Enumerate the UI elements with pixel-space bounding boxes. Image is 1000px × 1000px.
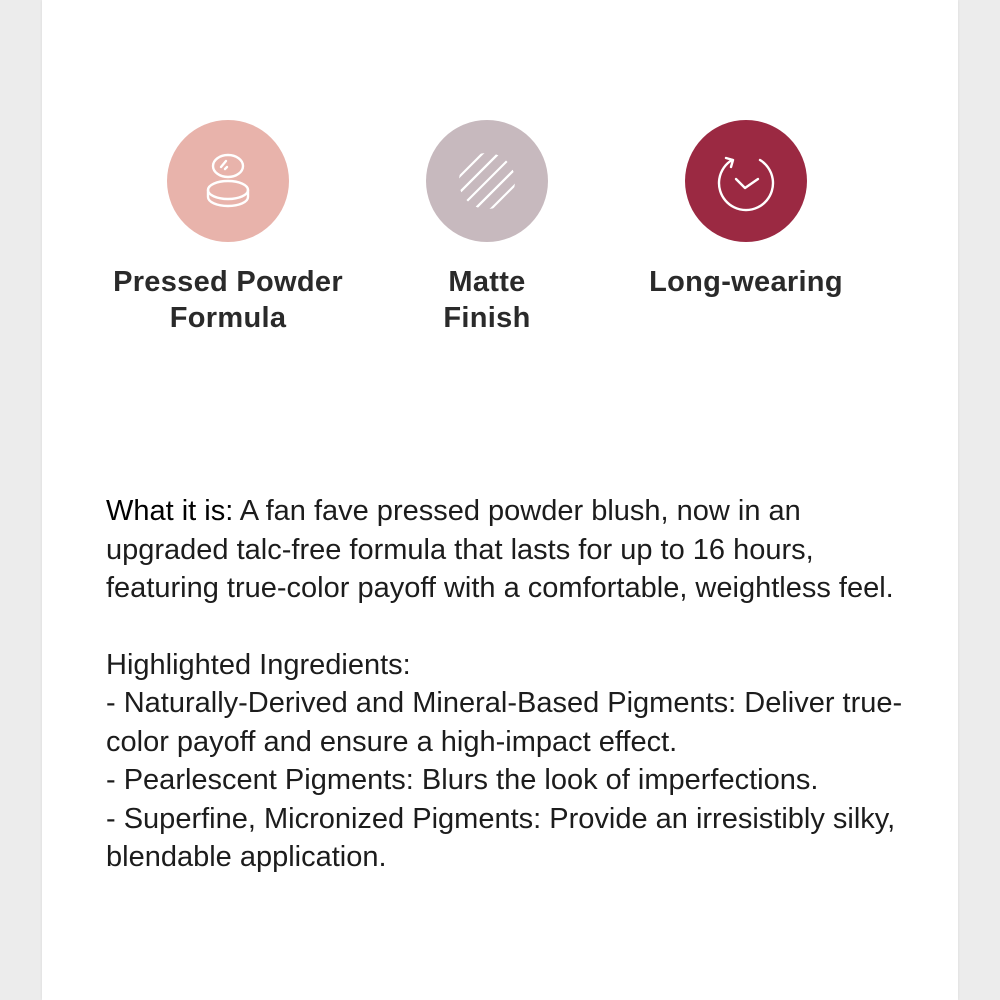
feature-label: [337, 264, 637, 336]
feature-pressed-powder: [78, 120, 378, 336]
feature-label-line: Formula: [169, 302, 287, 334]
clock-timer-icon: [714, 149, 778, 213]
ingredient-item: - Naturally-Derived and Mineral-Based Pigments: Deliver true-color payoff and ensure a high-impact effect.: [106, 687, 903, 758]
what-it-is-paragraph: [106, 492, 906, 608]
feature-circle: [167, 120, 289, 242]
feature-label-line: Long-wearing: [649, 266, 843, 298]
product-details-card: [42, 0, 958, 1000]
ingredient-item: - Superfine, Micronized Pigments: Provide an irresistibly silky, blendable application.: [106, 802, 896, 873]
feature-label-line: Matte: [448, 266, 526, 298]
spacer: [106, 608, 906, 646]
feature-highlights: [42, 120, 958, 360]
feature-label-line: Finish: [443, 302, 531, 334]
feature-label-line: Pressed Powder: [113, 266, 343, 298]
feature-circle: [685, 120, 807, 242]
ingredients-heading: Highlighted Ingredients:: [106, 648, 411, 681]
pressed-powder-compact-icon: [200, 150, 256, 212]
product-description: [106, 492, 906, 877]
ingredient-item: - Pearlescent Pigments: Blurs the look of imperfections.: [106, 764, 819, 796]
feature-matte-finish: [337, 120, 637, 336]
what-it-is-text: A fan fave pressed powder blush, now in an upgraded talc-free formula that lasts for up to 16 hours, featuring true-color payoff with a comfortable, weightless feel.: [106, 495, 894, 604]
what-it-is-label: What it is:: [106, 495, 234, 527]
feature-long-wearing: [596, 120, 896, 300]
feature-label: [596, 264, 896, 300]
matte-finish-stripes-icon: [455, 149, 519, 213]
feature-label: [78, 264, 378, 336]
feature-circle: [426, 120, 548, 242]
